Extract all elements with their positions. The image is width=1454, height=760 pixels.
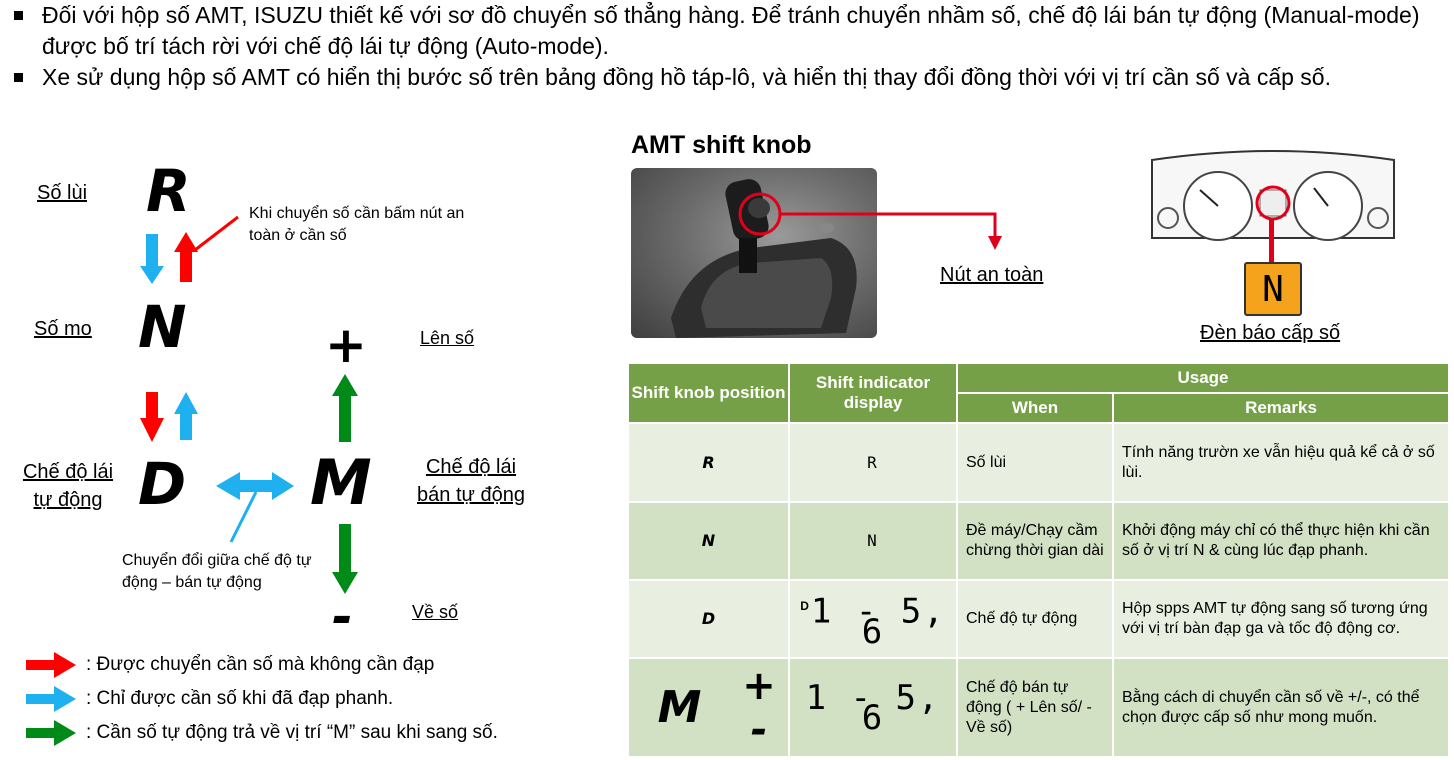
safety-button-label: Nút an toàn: [940, 264, 1044, 286]
label-up: Lên số: [420, 328, 475, 348]
switch-pointer: [231, 492, 256, 542]
header-usage: Usage: [957, 363, 1449, 393]
when-cell: Số lùi: [957, 423, 1113, 502]
gear-minus: -: [332, 588, 353, 646]
display-prefix: D: [800, 599, 811, 614]
legend-text-green: : Cần số tự động trả về vị trí “M” sau khi sang số.: [86, 722, 498, 743]
legend-text-red: : Được chuyển cần số mà không cần đạp: [86, 654, 435, 675]
display-cell: [789, 580, 957, 658]
knob-cell: [628, 658, 789, 757]
remarks-cell: Hộp spps AMT tự động sang số tương ứng với vị trí bàn đạp ga và tốc độ động cơ.: [1113, 580, 1449, 658]
legend-text-blue: : Chỉ được cần số khi đã đạp phanh.: [86, 688, 394, 709]
note-safety: Khi chuyển số cần bấm nút an toàn ở cần số: [249, 205, 465, 244]
blue-down-arrow-r-n: [140, 234, 164, 284]
amt-title: AMT shift knob: [631, 131, 812, 159]
diagram-arrows: [0, 0, 600, 660]
knob-cell: R: [628, 423, 789, 502]
knob-minus: -: [750, 706, 768, 753]
when-cell: Chế độ bán tự động ( + Lên số/ - Về số): [957, 658, 1113, 757]
display-cell: N: [789, 502, 957, 580]
note-switch: Chuyển đổi giữa chế độ tự động – bán tự động: [122, 552, 312, 591]
header-indicator: Shift indicator display: [789, 363, 957, 423]
bullet-2-text: Xe sử dụng hộp số AMT có hiển thị bước số trên bảng đồng hồ táp-lô, và hiển thị thay đổi đồng thời với vị trí cần số và cấp số.: [42, 64, 1331, 90]
knob-m: M: [657, 681, 702, 733]
green-up-arrow-m-plus: [332, 374, 358, 442]
knob-plus: +: [742, 662, 776, 709]
gear-r: R: [146, 157, 191, 225]
gear-m: M: [310, 446, 372, 519]
display-cell: R: [789, 423, 957, 502]
safety-pointer: [195, 217, 238, 250]
indicator-lamp-label: Đèn báo cấp số: [1200, 322, 1341, 344]
label-drive: Chế độ lái tự động: [22, 461, 114, 511]
when-cell: Chế độ tự động: [957, 580, 1113, 658]
display-cell: 1 - 5, 6: [789, 658, 957, 757]
label-manual: Chế độ lái bán tự động: [417, 456, 525, 506]
header-remarks: Remarks: [1113, 393, 1449, 423]
red-down-arrow-n-d: [140, 392, 164, 442]
knob-cell: N: [628, 502, 789, 580]
blue-arrow-icon: [26, 686, 76, 712]
blue-up-arrow-d-n: [174, 392, 198, 440]
gear-plus: +: [325, 316, 367, 374]
label-neutral: Số mo: [34, 318, 92, 340]
gear-n: N: [138, 293, 187, 361]
table-row: [628, 423, 1449, 502]
red-up-arrow-n-r: [174, 232, 198, 282]
green-arrow-icon: [26, 720, 76, 746]
gear-d: D: [138, 450, 187, 518]
header-knob: Shift knob position: [628, 363, 789, 423]
legend-row-blue: [26, 686, 393, 712]
legend-row-green: [26, 720, 498, 746]
header-when: When: [957, 393, 1113, 423]
knob-cell: D: [628, 580, 789, 658]
when-cell: Đề máy/Chạy cầm chừng thời gian dài: [957, 502, 1113, 580]
legend-row-red: [26, 652, 434, 678]
display-value: 1 - 5, 6: [810, 591, 946, 652]
bullet-1-text: Đối với hộp số AMT, ISUZU thiết kế với sơ đồ chuyển số thẳng hàng. Để tránh chuyển nhầm số, chế độ lái bán tự động (Manual-mode) được bố trí tách rời với chế độ lái tự động (Auto-mode).: [42, 2, 1420, 59]
safety-button-callout: [735, 188, 1005, 252]
indicator-callout-line: [1266, 218, 1278, 262]
table-row: [628, 502, 1449, 580]
remarks-cell: Bằng cách di chuyển cần số về +/-, có thể chọn được cấp số như mong muốn.: [1113, 658, 1449, 757]
label-down: Về số: [412, 602, 459, 622]
remarks-cell: Tính năng trườn xe vẫn hiệu quả kể cả ở số lùi.: [1113, 423, 1449, 502]
red-arrow-icon: [26, 652, 76, 678]
table-row: [628, 658, 1449, 757]
green-down-arrow-m-minus: [332, 524, 358, 594]
remarks-cell: Khởi động máy chỉ có thể thực hiện khi cần số ở vị trí N & cùng lúc đạp phanh.: [1113, 502, 1449, 580]
table-row: [628, 580, 1449, 658]
gear-indicator-lamp: N: [1244, 262, 1302, 316]
label-reverse: Số lùi: [37, 182, 88, 204]
shift-table: [627, 362, 1450, 758]
